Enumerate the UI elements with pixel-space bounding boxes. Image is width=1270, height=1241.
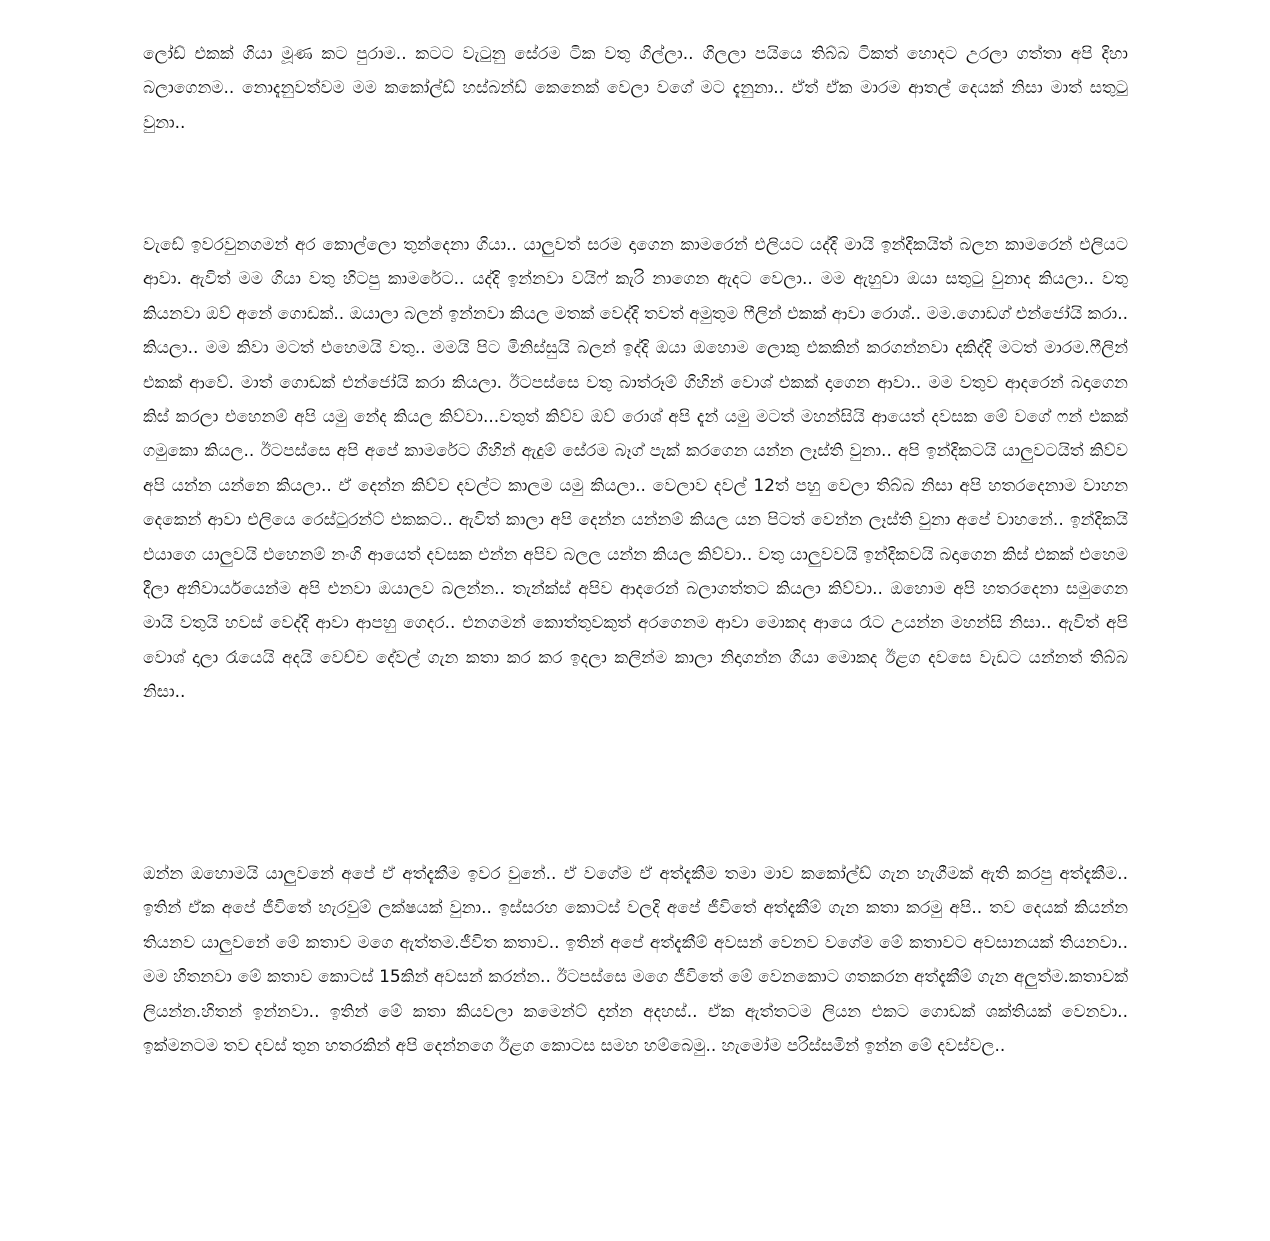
story-paragraph-1: ලෝඩ් එකක් ගියා මූණ කට පුරාම.. කටට වැටුනු සේරම ටික වතු ගිල්ලා.. ගිලලා පයියෙ තිබ්බ ටිකත් හොදට උරලා ගත්තා අපි දිහා බලාගෙනම.. නොදැනුවත්වම මම කකෝල්ඩ් හස්බන්ඩ් කෙනෙක් වෙලා වගේ මට දැනුනා.. ඒත් ඒක මාරම ආතල් දෙයක් නිසා මාත් සතුටු වුනා.. xyxy=(143,44,1128,133)
story-paragraph-2: වැඩේ ඉවරවුනගමන් අර කොල්ලො තුන්දෙනා ගියා.. යාලුවත් සරම දාගෙන කාමරෙන් එලියට යද්දි මායි ඉන්දිකයිත් බලන කාමරෙන් එලියට ආවා. ඇවිත් මම ගියා වතු හිටපු කාමරේට.. යද්දි ඉන්නවා වයිෆ් කැරි නාගෙන ඇදට වෙලා.. මම ඇහුවා ඔයා සතුටු වුනාද කියලා.. වතු කියනවා ඔව් අනේ ගොඩක්.. ඔයාලා බලන් ඉන්නවා කියල මතක් වෙද්දි තවත් අමුතුම ෆීලින් එකක් ආවා රොශ්.. මම.ගොඩග් එන්ජෝයි කරා.. කියලා.. මම කිවා මටත් එහෙමයි වතු.. මමයි පිට මිනිස්සුයි බලන් ඉද්දි ඔයා ඔහොම ලොකු එකකින් කරගන්නවා දකිද්දි මටත් මාරම.ෆීලින් එකක් ආවේ. මාත් ගොඩක් එන්ජෝයි කරා කියලා. ඊටපස්සෙ වතු බාත්රූම් ගිහින් වොශ් එකක් දාගෙන ආවා.. මම වතුව ආදරෙන් බදාගෙන කිස් කරලා එහෙනම් අපි යමු නේද කියල කිව්වා...වතුත් කිව්ව ඔව් රොශ් අපි දැන් යමු මටත් මහන්සියි ආයෙත් දවසක මේ වගේ ෆන් එකක් ගමුකො කියල.. ඊටපස්සෙ අපි අපේ කාමරේට ගිහින් ඇදුම් සේරම බෑග් පැක් කරගෙන යන්න ලෑස්ති වුනා.. අපි ඉන්දිකටයි යාලුවටයිත් කිව්ව අපි යන්න යන්නෙ කියලා.. ඒ දෙන්න කිව්ව දවල්ට කාලම යමු කියලා.. වෙලාව දවල් 12ත් පහු වෙලා තිබ්බ නිසා අපි හතරදෙනාම වාහන දෙකෙන් ආවා එලියෙ රෙස්ටුරන්ට් එකකට.. ඇවිත් කාලා අපි දෙන්න යන්නම් කියල යන පිටත් වෙන්න ලෑස්ති වුනා අපේ වාහනේ.. ඉන්දිකයි එයාගෙ යාලුවයි එහෙනම් නංගි ආයෙත් දවසක එන්න අපිව බලල යන්න කියල කිව්වා.. වතු යාලුවවයි ඉන්දිකවයි බදාගෙන කිස් එකක් එහෙම දීලා අනිවාර්යයෙන්ම අපි එනවා ඔයාලව බලන්න.. තැන්ක්ස් අපිව ආදරෙන් බලාගත්තට කියලා කිව්වා.. ඔහොම අපි හතරදෙනා සමුගෙන මායි වතුයි හවස් වෙද්දි ආවා ආපහු ගෙදර.. එනගමන් කොත්තුවකුත් අරගෙනම ආවා මොකද ආයෙ රෑට උයන්න මහන්සි නිසා.. ඇවිත් අපි වොශ් දාලා රෑයෙයි අදයි වෙච්ච දේවල් ගැන කතා කර කර ඉදලා කලින්ම කාලා නිදාගන්න ගියා මොකද ඊළග දවසෙ වැඩට යන්නත් තිබ්බ නිසා.. xyxy=(143,235,1128,703)
story-paragraph-3: ඔන්න ඔහොමයි යාලුවනේ අපේ ඒ අත්දැකීම ඉවර වුනේ.. ඒ වගේම ඒ අත්දැකීම තමා මාව කකෝල්ඩ් ගැන හැගීමක් ඇති කරපු අත්දැකීම.. ඉතින් ඒක අපේ ජීවිතේ හැරවුම් ලක්ෂයක් වුනා.. ඉස්සරහ කොටස් වලදි අපේ ජීවිතේ අත්දැකීම් ගැන කතා කරමු අපි.. තව දෙයක් කියන්න තියනව යාලුවනේ මේ කතාව මගෙ ඇත්තම.ජීවිත කතාව.. ඉතින් අපේ අත්දැකීම් අවසන් වෙනව වගේම මේ කතාවට අවසානයක් තියනවා.. මම හිතනවා මේ කතාව කොටස් 15කින් අවසන් කරන්න.. ඊටපස්සෙ මගෙ ජීවිතේ මේ වෙනකොට ගතකරන අත්දැකීම් ගැන අලුත්ම.කතාවක් ලියන්න.හිතන් ඉන්නවා.. ඉතින් මේ කතා කියවලා කමෙන්ට් දාන්න අදහස්.. ඒක ඇත්තටම ලියන එකට ගොඩක් ශක්තියක් වෙනවා.. ඉක්මනටම තව දවස් තුන හතරකින් අපි දෙන්නගෙ ඊළග කොටස සමහ හම්බෙමු.. හැමෝම පරිස්සමින් ඉන්න මේ දවස්වල.. xyxy=(143,864,1128,1057)
